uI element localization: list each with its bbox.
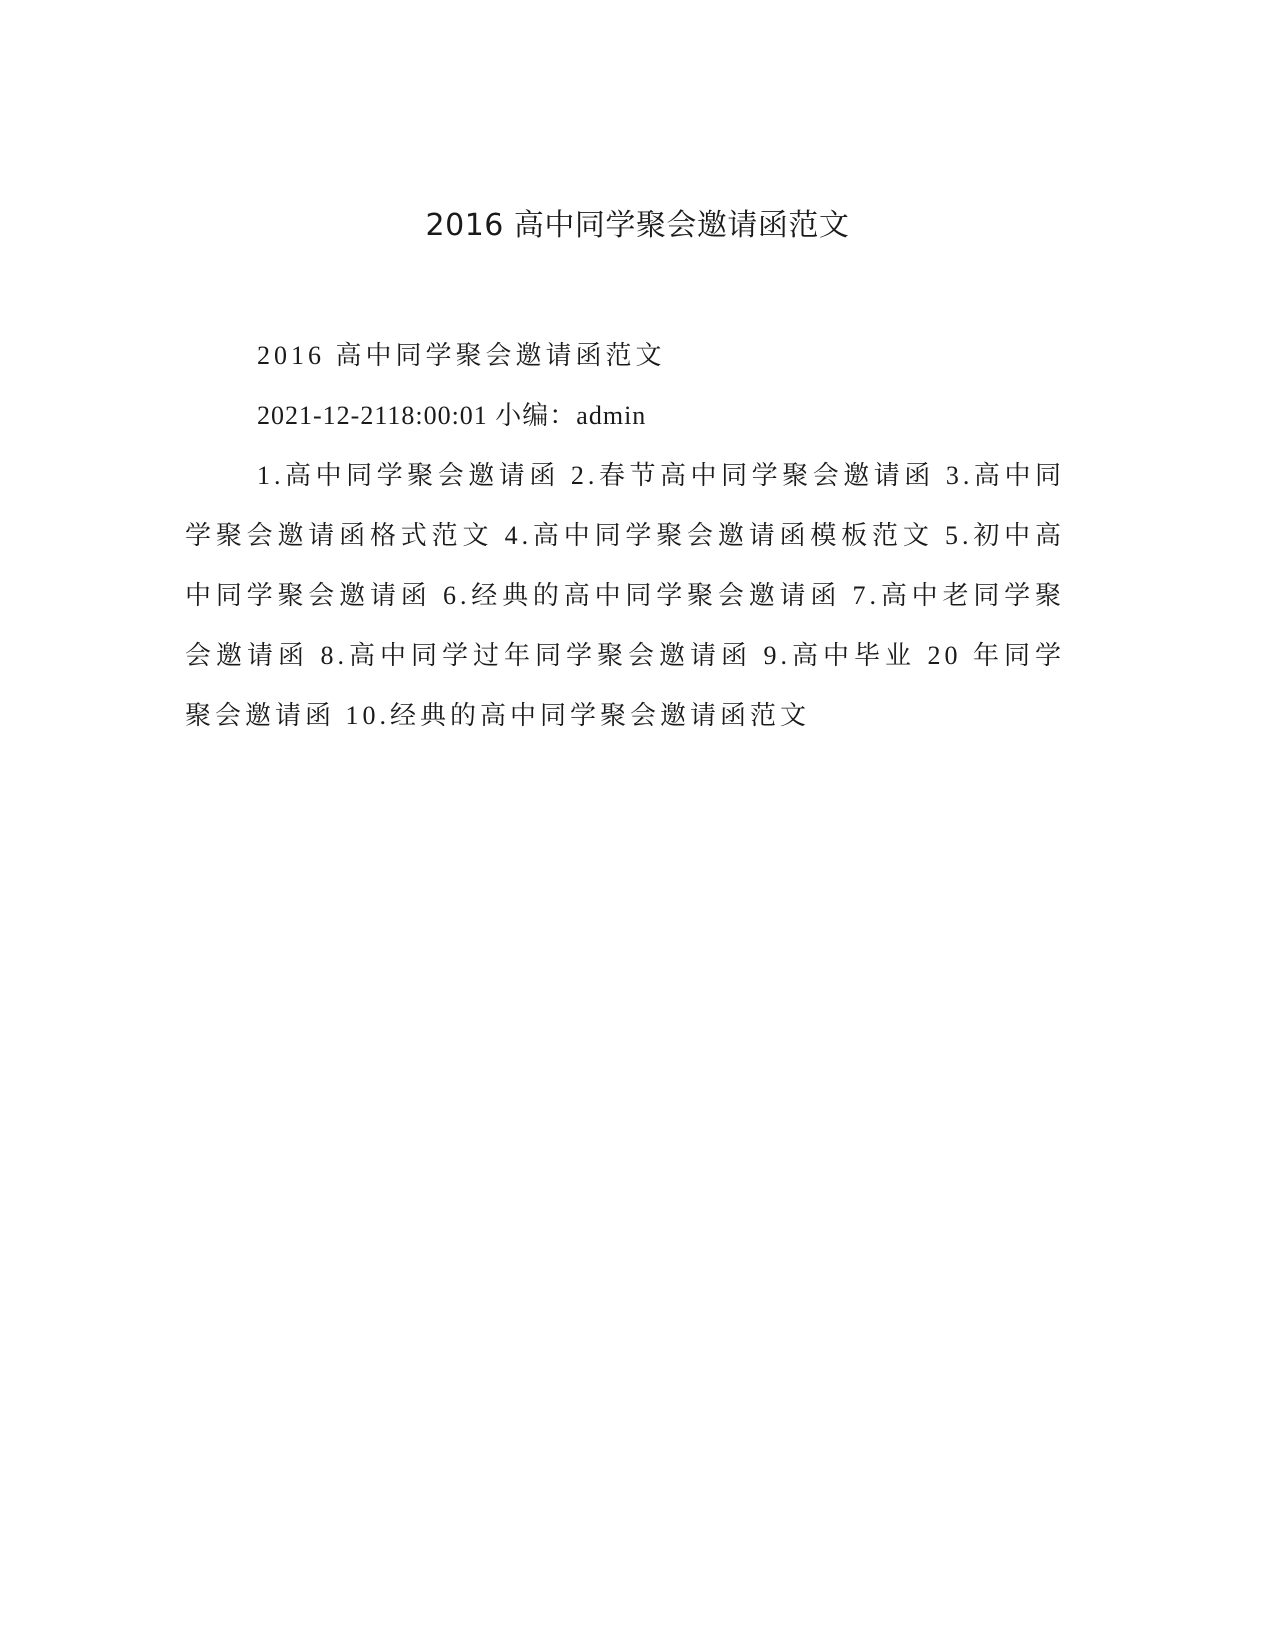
document-subtitle: 2016 高中同学聚会邀请函范文 xyxy=(257,341,666,370)
article-list-paragraph: 1.高中同学聚会邀请函 2.春节高中同学聚会邀请函 3.高中同学聚会邀请函格式范文 4.高中同学聚会邀请函模板范文 5.初中高中同学聚会邀请函 6.经典的高中同学聚会邀请函 7.高中老同学聚会邀请函 8.高中同学过年同学聚会邀请函 9.高中毕业 20 年同学聚会邀请函 10.经典的高中同学聚会邀请函范文 xyxy=(185,461,1065,730)
document-title: 2016 高中同学聚会邀请函范文 xyxy=(425,208,850,243)
publish-meta: 2021-12-2118:00:01 小编：admin xyxy=(257,401,647,430)
